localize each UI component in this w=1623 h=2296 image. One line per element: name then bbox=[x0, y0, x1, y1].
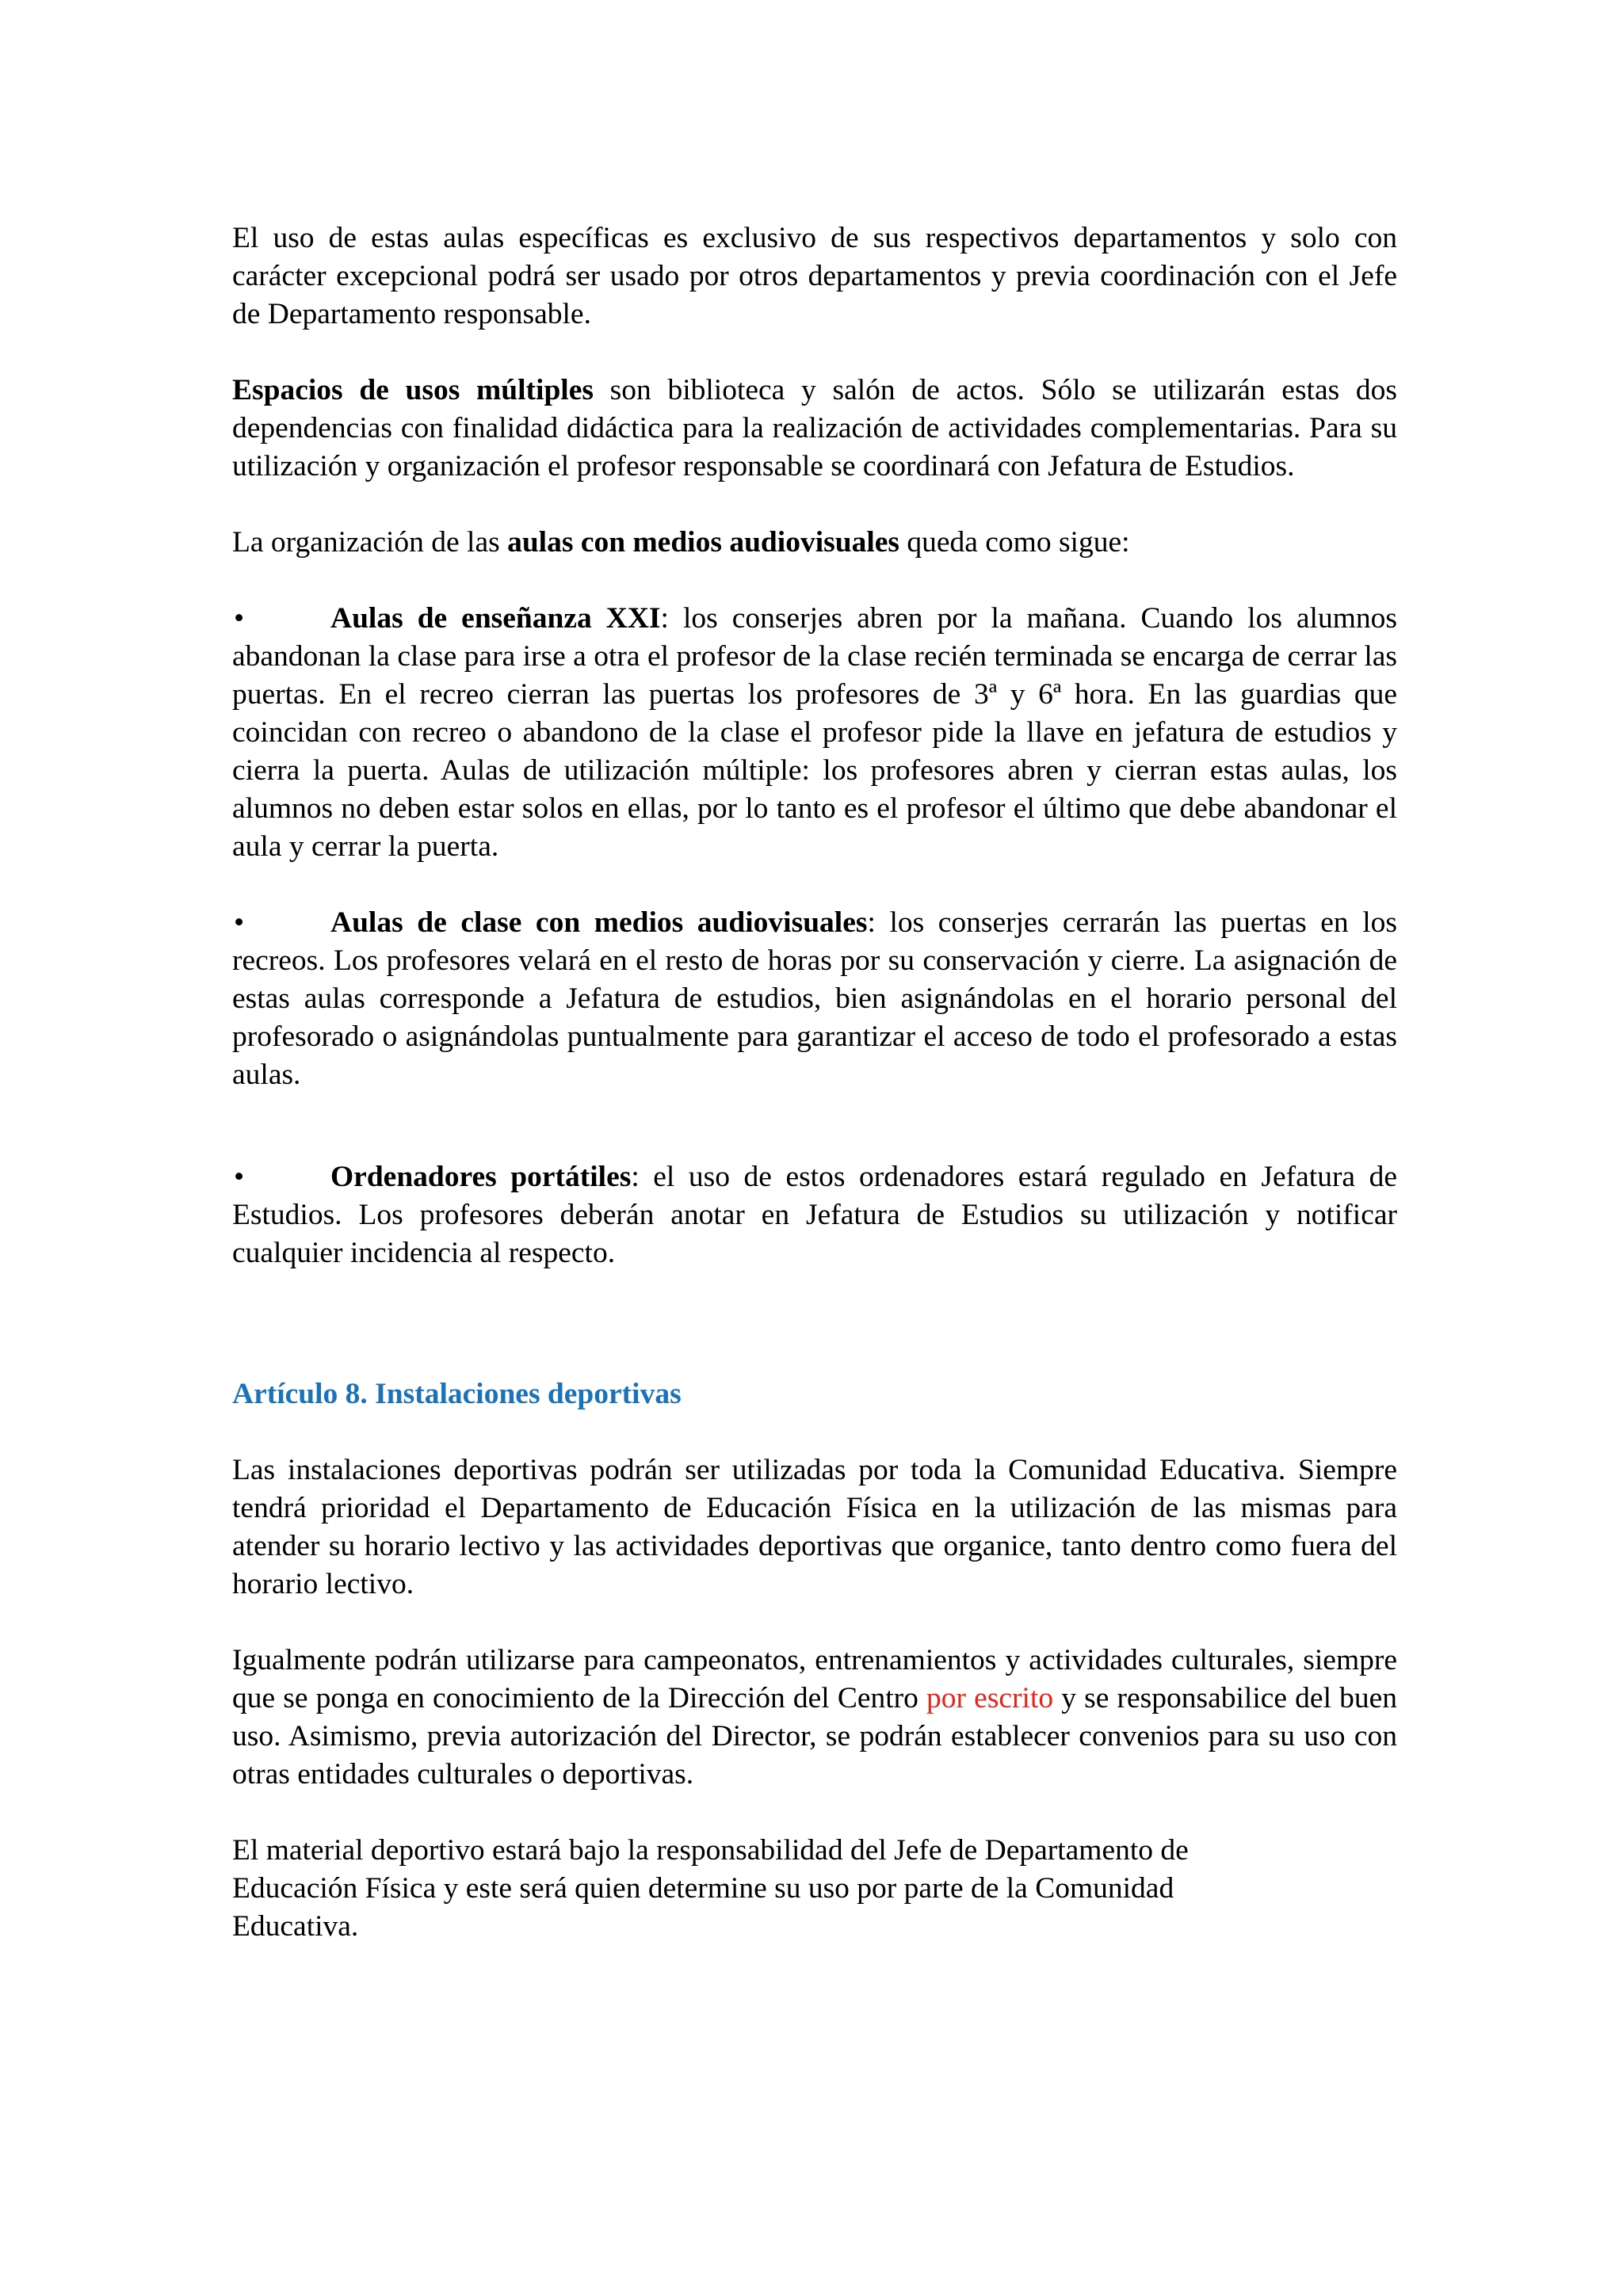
multi-use-text: son biblioteca y salón de actos. Sólo se utilizarán estas dos dependencias con finalidad didáctica para la realización de actividades complementarias. Para su utilización y organización el profesor responsable se coordinará con Jefatura de Estudios. bbox=[232, 374, 1398, 482]
multi-use-paragraph bbox=[232, 372, 1397, 486]
article-paragraph-3 bbox=[232, 1832, 1397, 1946]
bullet-aulas-xxi-term: Aulas de enseñanza XXI bbox=[330, 602, 661, 635]
bullet-aulas-audiovisuales-text: : los conserjes cerrarán las puertas en los recreos. Los profesores velará en el resto de horas por su conservación y cierre. La asignación de estas aulas corresponde a Jefatura de estudios, bien asignándolas en el horario personal del profesorado o asignándolas puntualmente para garantizar el acceso de todo el profesorado a estas aulas. bbox=[232, 906, 1397, 1091]
av-intro-after: queda como sigue: bbox=[899, 526, 1130, 559]
article-paragraph-1: Las instalaciones deportivas podrán ser utilizadas por toda la Comunidad Educativa. Siempre tendrá prioridad el Departamento de Educación Física en la utilización de las mismas para atender su horario lectivo y las actividades deportivas que organice, tanto dentro como fuera del horario lectivo. bbox=[232, 1454, 1397, 1600]
bullet-aulas-audiovisuales bbox=[232, 904, 1397, 1094]
article-p3-line-1: El material deportivo estará bajo la responsabilidad del Jefe de Departamento de bbox=[232, 1834, 1189, 1867]
multi-use-term: Espacios de usos múltiples bbox=[232, 374, 594, 406]
av-intro-paragraph bbox=[232, 524, 1397, 562]
bullet-aulas-xxi-text: : los conserjes abren por la mañana. Cuando los alumnos abandonan la clase para irse a otra el profesor de la clase recién terminada se encarga de cerrar las puertas. En el recreo cierran las puertas los profesores de 3ª y 6ª hora. En las guardias que coincidan con recreo o abandono de la clase el profesor pide la llave en jefatura de estudios y cierra la puerta. Aulas de utilización múltiple: los profesores abren y cierran estas aulas, los alumnos no deben estar solos en ellas, por lo tanto es el profesor el último que debe abandonar el aula y cerrar la puerta. bbox=[232, 602, 1397, 863]
article-p2-before: Igualmente podrán utilizarse para campeonatos, entrenamientos y actividades culturales, siempre que se ponga en conocimiento de la Dirección del Centro bbox=[232, 1644, 1397, 1714]
bullet-marker: • bbox=[234, 602, 245, 635]
intro-paragraph: El uso de estas aulas específicas es exclusivo de sus respectivos departamentos y solo con carácter excepcional podrá ser usado por otros departamentos y previa coordinación con el Jefe de Departamento responsable. bbox=[232, 222, 1397, 330]
bullet-marker: • bbox=[234, 906, 245, 939]
bullet-ordenadores-term: Ordenadores portátiles bbox=[330, 1161, 632, 1193]
article-p2-highlight: por escrito bbox=[926, 1682, 1054, 1714]
document-body bbox=[232, 219, 1397, 1946]
article-heading: Artículo 8. Instalaciones deportivas bbox=[232, 1378, 682, 1410]
bullet-ordenadores-text: : el uso de estos ordenadores estará regulado en Jefatura de Estudios. Los profesores deberán anotar en Jefatura de Estudios su utilización y notificar cualquier incidencia al respecto. bbox=[232, 1161, 1398, 1269]
article-p3-line-2: Educación Física y este será quien determine su uso por parte de la Comunidad bbox=[232, 1872, 1174, 1905]
bullet-marker: • bbox=[234, 1161, 245, 1193]
article-paragraph-2 bbox=[232, 1642, 1397, 1794]
av-intro-before: La organización de las bbox=[232, 526, 508, 559]
bullet-aulas-xxi bbox=[232, 600, 1397, 866]
av-intro-term: aulas con medios audiovisuales bbox=[507, 526, 899, 559]
bullet-ordenadores-portatiles bbox=[232, 1158, 1397, 1272]
article-p3-line-3: Educativa. bbox=[232, 1910, 359, 1943]
article-p2-after: y se responsabilice del buen uso. Asimismo, previa autorización del Director, se podrán establecer convenios para su uso con otras entidades culturales o deportivas. bbox=[232, 1682, 1398, 1791]
bullet-aulas-audiovisuales-term: Aulas de clase con medios audiovisuales bbox=[330, 906, 868, 939]
